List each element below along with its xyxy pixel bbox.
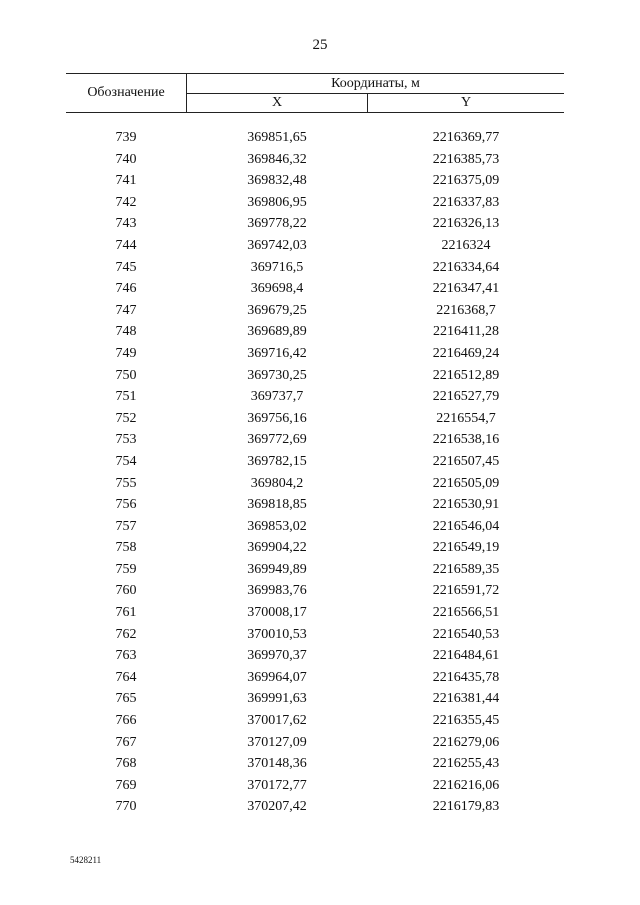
row-x: 369716,5: [250, 259, 304, 275]
row-y: 2216554,7: [436, 410, 496, 426]
row-designation: 745: [115, 259, 137, 275]
row-x: 370207,42: [247, 799, 307, 815]
row-designation: 759: [115, 561, 137, 577]
row-y: 2216512,89: [432, 367, 500, 383]
table-row: [66, 580, 564, 602]
row-y: 2216484,61: [432, 648, 500, 664]
header-y: Y: [460, 95, 472, 110]
table-row: [66, 278, 564, 300]
row-designation: 752: [115, 410, 137, 426]
row-x: 369964,07: [247, 669, 307, 685]
row-designation: 746: [115, 281, 137, 297]
row-x: 370017,62: [247, 713, 307, 729]
row-designation: 755: [115, 475, 137, 491]
row-y: 2216505,09: [432, 475, 500, 491]
row-y: 2216435,78: [432, 669, 500, 685]
table-row: [66, 537, 564, 559]
row-designation: 741: [115, 173, 137, 189]
table-row: [66, 408, 564, 430]
row-designation: 767: [115, 734, 137, 750]
row-designation: 749: [115, 345, 137, 361]
table-body: [66, 127, 564, 818]
table-row: [66, 796, 564, 818]
row-designation: 757: [115, 518, 137, 534]
footer-code: 5428211: [70, 855, 102, 865]
table-row: [66, 602, 564, 624]
row-y: 2216326,13: [432, 216, 500, 232]
row-designation: 744: [115, 237, 137, 253]
row-designation: 758: [115, 540, 137, 556]
row-y: 2216411,28: [433, 324, 499, 340]
row-designation: 770: [115, 799, 137, 815]
row-y: 2216216,06: [432, 777, 500, 793]
table-row: [66, 321, 564, 343]
table-row: [66, 688, 564, 710]
row-designation: 760: [115, 583, 137, 599]
row-designation: 762: [115, 626, 137, 642]
row-designation: 743: [115, 216, 137, 232]
row-x: 369806,95: [247, 194, 307, 210]
row-y: 2216591,72: [432, 583, 500, 599]
row-designation: 765: [115, 691, 137, 707]
table-row: [66, 775, 564, 797]
table-row: [66, 300, 564, 322]
header-x: X: [271, 95, 283, 110]
row-x: 369818,85: [247, 497, 307, 513]
row-designation: 756: [115, 497, 137, 513]
row-x: 369983,76: [247, 583, 307, 599]
header-designation: Обозначение: [87, 85, 165, 100]
table-row: [66, 192, 564, 214]
row-designation: 761: [115, 605, 137, 621]
row-x: 369730,25: [247, 367, 307, 383]
table-row: [66, 667, 564, 689]
table-row: [66, 516, 564, 538]
row-designation: 748: [115, 324, 137, 340]
row-designation: 766: [115, 713, 137, 729]
row-x: 369716,42: [247, 345, 307, 361]
row-x: 369846,32: [247, 151, 307, 167]
row-y: 2216381,44: [432, 691, 500, 707]
row-y: 2216546,04: [432, 518, 500, 534]
row-x: 369832,48: [247, 173, 307, 189]
row-y: 2216324: [441, 237, 491, 253]
row-x: 369756,16: [247, 410, 307, 426]
table-row: [66, 343, 564, 365]
table-row: [66, 710, 564, 732]
row-y: 2216507,45: [432, 453, 500, 469]
row-y: 2216589,35: [432, 561, 500, 577]
row-x: 369689,89: [247, 324, 307, 340]
row-x: 369737,7: [250, 389, 304, 405]
row-x: 369991,63: [247, 691, 307, 707]
row-x: 369804,2: [250, 475, 304, 491]
row-designation: 751: [115, 389, 137, 405]
row-x: 369742,03: [247, 237, 307, 253]
row-designation: 768: [115, 756, 137, 772]
row-designation: 740: [115, 151, 137, 167]
table-row: [66, 645, 564, 667]
row-x: 369698,4: [250, 281, 304, 297]
table-row: [66, 257, 564, 279]
table-row: [66, 732, 564, 754]
row-designation: 754: [115, 453, 137, 469]
row-x: 369679,25: [247, 302, 307, 318]
table-row: [66, 429, 564, 451]
row-x: 370127,09: [247, 734, 307, 750]
table-row: [66, 753, 564, 775]
row-designation: 742: [115, 194, 137, 210]
table-row: [66, 386, 564, 408]
row-y: 2216369,77: [432, 130, 500, 145]
table-row: [66, 559, 564, 581]
row-y: 2216549,19: [432, 540, 500, 556]
row-x: 369853,02: [247, 518, 307, 534]
row-y: 2216469,24: [432, 345, 500, 361]
table-row: [66, 235, 564, 257]
row-y: 2216385,73: [432, 151, 500, 167]
row-x: 369778,22: [247, 216, 307, 232]
row-y: 2216540,53: [432, 626, 500, 642]
row-y: 2216179,83: [432, 799, 500, 815]
row-y: 2216530,91: [432, 497, 500, 513]
row-designation: 739: [115, 130, 137, 145]
row-designation: 764: [115, 669, 137, 685]
row-y: 2216337,83: [432, 194, 500, 210]
row-x: 369904,22: [247, 540, 307, 556]
row-designation: 747: [115, 302, 137, 318]
row-y: 2216347,41: [432, 281, 500, 297]
row-x: 370148,36: [247, 756, 307, 772]
row-x: 370008,17: [247, 605, 307, 621]
table-row: [66, 624, 564, 646]
row-designation: 769: [115, 777, 137, 793]
row-y: 2216375,09: [432, 173, 500, 189]
row-x: 370010,53: [247, 626, 307, 642]
page-number: 25: [312, 37, 328, 53]
row-x: 369970,37: [247, 648, 307, 664]
header-coordinates: Координаты, м: [331, 76, 420, 91]
table-header: [66, 73, 564, 113]
row-x: 369782,15: [247, 453, 307, 469]
table-row: [66, 213, 564, 235]
table-row: [66, 473, 564, 495]
row-y: 2216355,45: [432, 713, 500, 729]
table-row: [66, 127, 564, 149]
table-row: [66, 451, 564, 473]
row-y: 2216334,64: [432, 259, 500, 275]
row-designation: 763: [115, 648, 137, 664]
row-y: 2216566,51: [432, 605, 500, 621]
table-row: [66, 365, 564, 387]
row-x: 369949,89: [247, 561, 307, 577]
row-y: 2216279,06: [432, 734, 500, 750]
row-y: 2216538,16: [432, 432, 500, 448]
row-y: 2216527,79: [432, 389, 500, 405]
table-row: [66, 494, 564, 516]
row-x: 369772,69: [247, 432, 307, 448]
row-y: 2216255,43: [432, 756, 500, 772]
table-row: [66, 170, 564, 192]
table-row: [66, 149, 564, 171]
row-y: 2216368,7: [436, 302, 496, 318]
row-x: 369851,65: [247, 130, 307, 145]
row-x: 370172,77: [247, 777, 307, 793]
row-designation: 750: [115, 367, 137, 383]
row-designation: 753: [115, 432, 137, 448]
